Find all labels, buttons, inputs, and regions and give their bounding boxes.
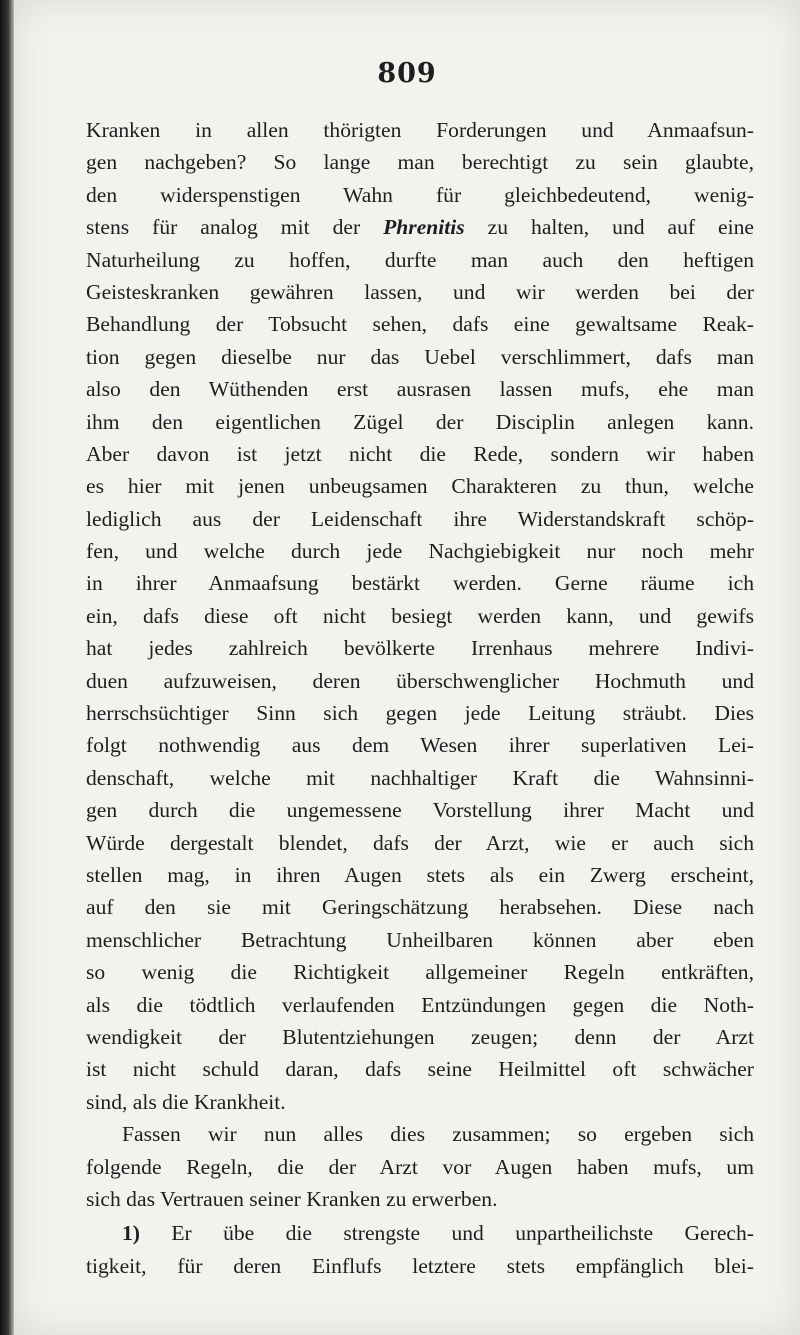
rule-1-number: 1) xyxy=(122,1221,140,1246)
text-line: lediglich aus der Leidenschaft ihre Widerstandskraft schöp- xyxy=(86,506,754,531)
text-line: Geisteskranken gewähren lassen, und wir werden bei der xyxy=(86,279,754,304)
text-line: gen nachgeben? So lange man berechtigt zu sein glaubte, xyxy=(86,150,754,175)
line-segment: stens für analog mit der xyxy=(86,215,384,240)
rule-1-line-1 xyxy=(86,1217,754,1249)
text-line: als die tödtlich verlaufenden Entzündungen gegen die Noth- xyxy=(86,992,754,1017)
page-number: 809 xyxy=(377,58,437,89)
text-line: folgende Regeln, die der Arzt vor Augen haben mufs, um xyxy=(86,1154,754,1179)
text-line: Würde dergestalt blendet, dafs der Arzt, wie er auch sich xyxy=(86,830,754,855)
text-line: gen durch die ungemessene Vorstellung ihrer Macht und xyxy=(86,798,754,823)
text-line: wendigkeit der Blutentziehungen zeugen; denn der Arzt xyxy=(86,1024,754,1049)
text-line: menschlicher Betrachtung Unheilbaren können aber eben xyxy=(86,927,754,952)
text-line: folgt nothwendig aus dem Wesen ihrer superlativen Lei- xyxy=(86,733,754,758)
text-line: also den Wüthenden erst ausrasen lassen mufs, ehe man xyxy=(86,377,754,402)
text-line: Fassen wir nun alles dies zusammen; so ergeben sich xyxy=(122,1122,754,1147)
scan-edge xyxy=(0,0,14,1335)
text-line: auf den sie mit Geringschätzung herabsehen. Diese nach xyxy=(86,895,754,920)
text-line: in ihrer Anmaafsung bestärkt werden. Gerne räume ich xyxy=(86,571,754,596)
text-line: den widerspenstigen Wahn für gleichbedeutend, wenig- xyxy=(86,182,754,207)
paragraph-1 xyxy=(86,114,754,1118)
paragraph-2 xyxy=(86,1118,754,1215)
text-line: herrschsüchtiger Sinn sich gegen jede Leitung sträubt. Dies xyxy=(86,701,754,726)
book-page xyxy=(14,0,800,1335)
text-line: fen, und welche durch jede Nachgiebigkeit nur noch mehr xyxy=(86,539,754,564)
text-line: ihm den eigentlichen Zügel der Disciplin anlegen kann. xyxy=(86,409,754,434)
text-line: Aber davon ist jetzt nicht die Rede, sondern wir haben xyxy=(86,441,754,466)
text-line: denschaft, welche mit nachhaltiger Kraft die Wahnsinni- xyxy=(86,765,754,790)
text-line: sind, als die Krankheit. xyxy=(86,1089,286,1114)
text-line: Behandlung der Tobsucht sehen, dafs eine gewaltsame Reak- xyxy=(86,312,754,337)
text-line: es hier mit jenen unbeugsamen Charakteren zu thun, welche xyxy=(86,474,754,499)
text-line: duen aufzuweisen, deren überschwenglicher Hochmuth und xyxy=(86,668,754,693)
text-line: ein, dafs diese oft nicht besiegt werden kann, und gewifs xyxy=(86,603,754,628)
rule-1 xyxy=(86,1217,754,1282)
text-line xyxy=(86,211,754,243)
text-line: tion gegen dieselbe nur das Uebel verschlimmert, dafs man xyxy=(86,344,754,369)
italic-term: Phrenitis xyxy=(383,215,465,240)
text-line: so wenig die Richtigkeit allgemeiner Regeln entkräften, xyxy=(86,960,754,985)
text-line: Kranken in allen thörigten Forderungen und Anmaafsun- xyxy=(86,118,754,142)
text-line: sich das Vertrauen seiner Kranken zu erwerben. xyxy=(86,1186,498,1211)
line-segment: zu halten, und auf eine xyxy=(464,215,754,240)
text-line: ist nicht schuld daran, dafs seine Heilmittel oft schwächer xyxy=(86,1057,754,1082)
rule-1-text: Er übe die strengste und unpartheilichste Gerech- xyxy=(140,1221,754,1246)
page-text xyxy=(86,114,754,1282)
text-line: hat jedes zahlreich bevölkerte Irrenhaus mehrere Indivi- xyxy=(86,636,754,661)
text-line: stellen mag, in ihren Augen stets als ein Zwerg erscheint, xyxy=(86,862,754,887)
text-line: Naturheilung zu hoffen, durfte man auch den heftigen xyxy=(86,247,754,272)
rule-1-line-2: tigkeit, für deren Einflufs letztere stets empfänglich blei- xyxy=(86,1253,754,1278)
